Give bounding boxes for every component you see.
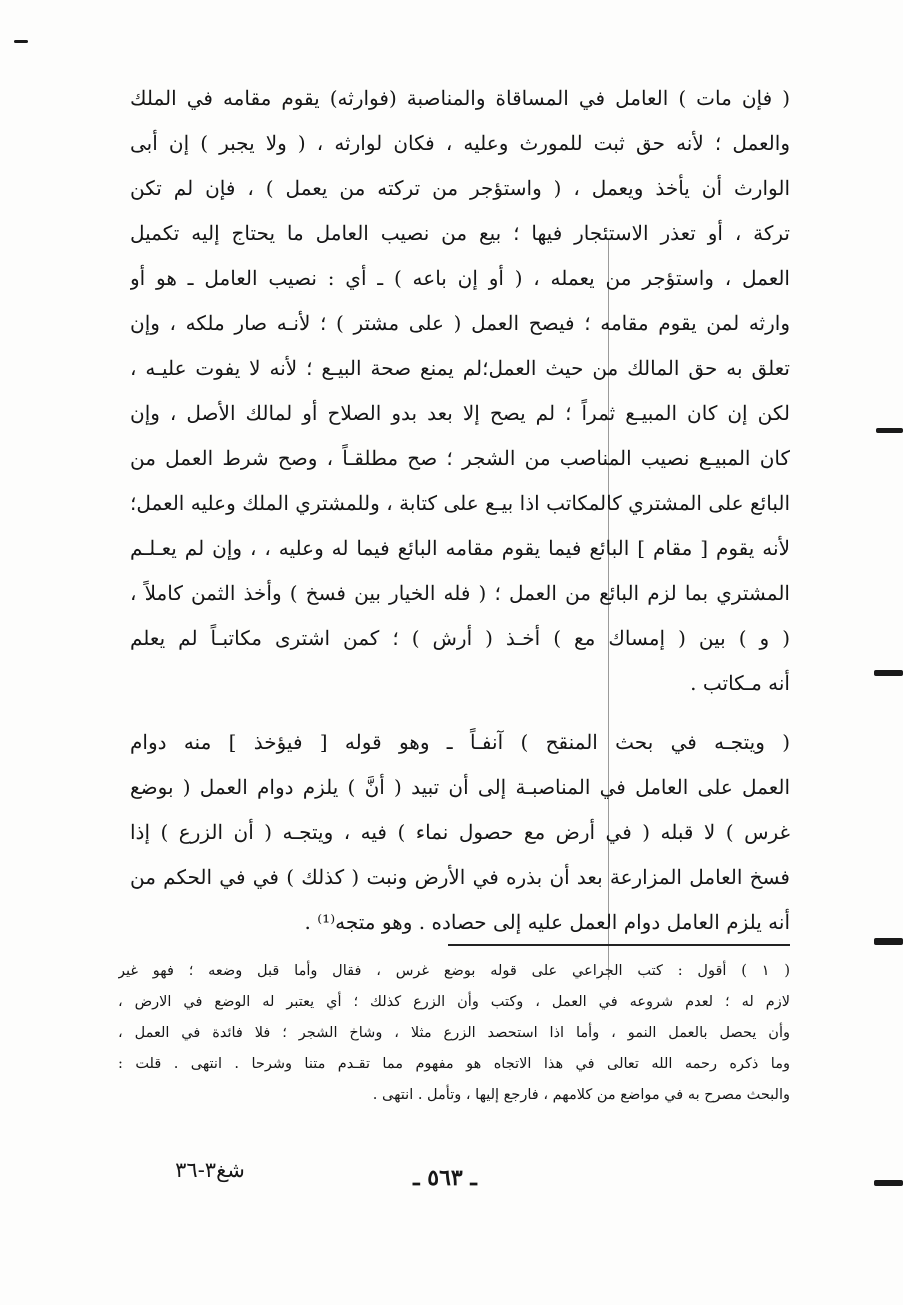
edge-scan-mark bbox=[874, 670, 903, 676]
text-line: فسخ العامل المزارعة بعد أن بذره في الأرض ونبت ( كذلك ) في في الحكم من bbox=[130, 865, 790, 889]
footnote-line: وما ذكره رحمه الله تعالى في هذا الاتجاه هو مفهوم مما تقـدم متنا وشرحا . انتهى . قلت : bbox=[118, 1056, 790, 1072]
text-line: وارثه لمن يقوم مقامه ؛ فيصح العمل ( على مشتر ) ؛ لأنـه صار ملكه ، وإن bbox=[130, 311, 790, 335]
edge-scan-mark bbox=[874, 1180, 903, 1186]
text-line: العمل على العامل في المناصبـة إلى أن تبيد ( أنَّ ) يلزم دوام العمل ( بوضع bbox=[130, 775, 790, 799]
text-line: غرس ) لا قبله ( في أرض مع حصول نماء ) فيه ، ويتجـه ( أن الزرع ) إذا bbox=[130, 820, 790, 844]
footnote-line: والبحث مصرح به في مواضع من كلامهم ، فارجع إليها ، وتأمل . انتهى . bbox=[372, 1087, 790, 1103]
text-line: تركة ، أو تعذر الاستئجار فيها ؛ بيع من نصيب العامل ما يحتاج إليه تكميل bbox=[130, 221, 790, 245]
text-line: والعمل ؛ لأنه حق ثبت للمورث وعليه ، فكان لوارثه ، ( ولا يجبر ) إن أبى bbox=[130, 131, 790, 155]
text-line: الوارث أن يأخذ ويعمل ، ( واستؤجر من تركته من يعمل ) ، فإن لم تكن bbox=[130, 176, 790, 200]
text-line: أنه يلزم العامل دوام العمل عليه إلى حصاده . وهو متجه⁽¹⁾ . bbox=[304, 910, 790, 934]
footnotes bbox=[118, 956, 790, 1111]
page-number: ـ ٥٦٣ ـ bbox=[413, 1165, 477, 1191]
edge-scan-mark bbox=[874, 938, 903, 945]
footnote-line: وأن يحصل بالعمل النمو ، وأما اذا استحصد الزرع مثلا ، وشاخ الشجر ؛ فلا فائدة في العمل ، bbox=[118, 1025, 790, 1041]
text-line: البائع على المشتري كالمكاتب اذا بيـع على كتابة ، وللمشتري الملك وعليه العمل؛ bbox=[130, 491, 790, 515]
text-line: العمل ، واستؤجر من يعمله ، ( أو إن باعه ) ـ أي : نصيب العامل ـ هو أو bbox=[130, 266, 790, 290]
paragraph-2 bbox=[130, 720, 790, 945]
edge-scan-mark bbox=[876, 428, 903, 433]
text-line: أنه مـكاتب . bbox=[690, 671, 790, 695]
footnote-separator bbox=[448, 944, 790, 946]
text-line: لكن إن كان المبيـع ثمراً ؛ لم يصح إلا بعد بدو الصلاح أو لمالك الأصل ، وإن bbox=[130, 401, 790, 425]
footnote-line: ( ١ ) أقول : كتب الجراعي على قوله بوضع غرس ، فقال وأما قبل وضعه ؛ فهو غير bbox=[118, 963, 790, 979]
footnote-line: لازم له ؛ لعدم شروعه في العمل ، وكتب وأن الزرع كذلك ؛ أي يعتبر له الوضع في الارض ، bbox=[118, 994, 790, 1010]
text-line: لأنه يقوم [ مقام ] البائع فيما يقوم مقامه البائع فيما له وعليه ، ، وإن لم يعـلـم bbox=[130, 536, 790, 560]
printer-signature: شغ٣-٣٦ bbox=[175, 1158, 245, 1182]
text-line: ( فإن مات ) العامل في المساقاة والمناصبة (فوارثه) يقوم مقامه في الملك bbox=[130, 86, 790, 110]
main-text bbox=[130, 76, 790, 945]
text-line: كان المبيـع نصيب المناصب من الشجر ؛ صح مطلقـاً ، وصح شرط العمل من bbox=[130, 446, 790, 470]
text-line: تعلق به حق المالك من حيث العمل؛لم يمنع صحة البيـع ؛ لأنه لا يفوت عليـه ، bbox=[130, 356, 790, 380]
text-line: المشتري بما لزم البائع من العمل ؛ ( فله الخيار بين فسخ ) وأخذ الثمن كاملاً ، bbox=[130, 581, 790, 605]
text-line: ( و ) بين ( إمساك مع ) أخـذ ( أرش ) ؛ كمن اشترى مكاتبـاً لم يعلم bbox=[130, 626, 790, 650]
edge-scan-mark bbox=[14, 40, 28, 43]
paragraph-1 bbox=[130, 76, 790, 706]
text-line: ( ويتجـه في بحث المنقح ) آنفـاً ـ وهو قوله [ فيؤخذ ] منه دوام bbox=[130, 730, 790, 754]
